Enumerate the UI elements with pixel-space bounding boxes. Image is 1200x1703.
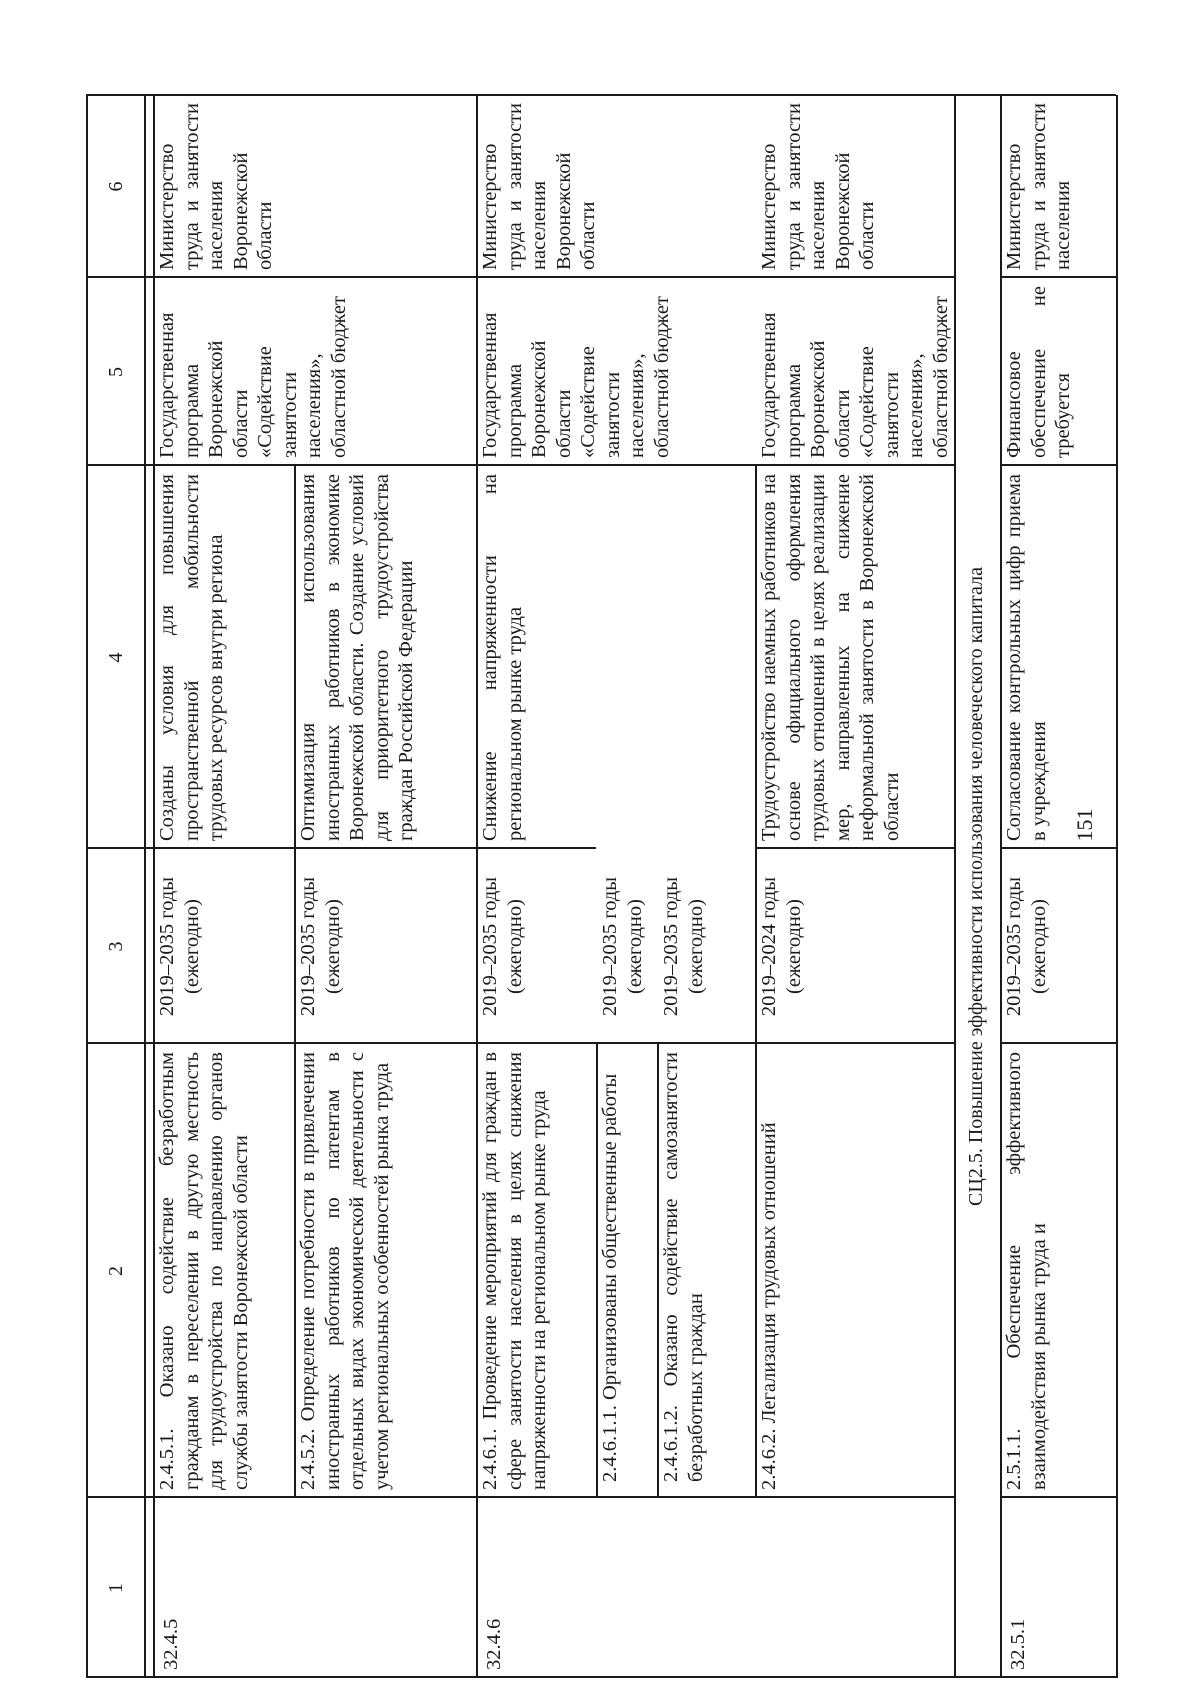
column-header-4: 4 — [105, 652, 127, 663]
table-cell: 2.4.5.2. Определение потребности в привлечении иностранных работников по патентам в отдельных видах экономической деятельности с учетом региональных особенностей рынка труда — [297, 1052, 393, 1490]
table-cell: Снижение напряженности на региональном рынке труда — [479, 474, 526, 841]
table-cell: Трудоустройство наемных работников на основе официального оформления трудовых отношений в целях реализации мер, направленных на снижение неформальной занятости в Воронежской области — [758, 474, 903, 841]
row-code: 32.5.1 — [1007, 1618, 1029, 1670]
table-cell: 2019–2035 годы (ежегодно) — [156, 876, 203, 1017]
table-cell: 2019–2035 годы (ежегодно) — [599, 876, 646, 1017]
table-cell: 2.4.6.2. Легализация трудовых отношений — [758, 1122, 780, 1490]
section-title: СЦ2.5. Повышение эффективности использования человеческого капитала — [965, 567, 987, 1206]
table-cell: 2019–2035 годы (ежегодно) — [1003, 876, 1050, 1017]
table-cell: Созданы условия для повышения пространственной мобильности трудовых ресурсов внутри региона — [156, 474, 227, 841]
table-cell: Оптимизация использования иностранных работников в экономике Воронежской области. Создание условий для приоритетного трудоустройства граждан Российской Федерации — [297, 474, 417, 841]
table-cell: Государственная программа Воронежской области «Содействие занятости населения», областной бюджет — [479, 296, 673, 458]
row-code: 32.4.6 — [483, 1618, 505, 1670]
plan-table — [86, 95, 1116, 1678]
table-cell: 2.5.1.1. Обеспечение эффективного взаимодействия рынка труда и — [1003, 1052, 1050, 1490]
table-cell: Государственная программа Воронежской области «Содействие занятости населения», областной бюджет — [758, 296, 952, 458]
table-cell: Министерство труда и занятости населения Воронежской области — [479, 103, 599, 270]
column-header-6: 6 — [105, 181, 127, 192]
column-header-1: 1 — [105, 1583, 127, 1593]
table-cell: Финансовое обеспечение не требуется — [1003, 286, 1074, 458]
rotated-table-container — [86, 95, 1116, 1678]
table-cell: 2019–2035 годы (ежегодно) — [479, 876, 526, 1017]
table-cell: 2019–2035 годы (ежегодно) — [660, 876, 707, 1017]
column-header-3: 3 — [105, 941, 127, 952]
table-cell: 2.4.5.1. Оказано содействие безработным гражданам в переселении в другую местность для трудоустройства по направлению органов службы занятости Воронежской области — [156, 1052, 252, 1490]
page-number: 151 — [1072, 808, 1097, 842]
table-cell: 2.4.6.1.1. Организованы общественные работы — [599, 1073, 621, 1482]
table-cell: Согласование контрольных цифр приема в учреждения — [1003, 474, 1050, 841]
table-cell: 2019–2024 годы (ежегодно) — [758, 876, 805, 1017]
table-cell: 2.4.6.1. Проведение мероприятий для граждан в сфере занятости населения в целях снижения напряженности на региональном рынке труда — [479, 1052, 550, 1490]
table-cell: Государственная программа Воронежской области «Содействие занятости населения», областной бюджет — [156, 296, 350, 458]
table-cell: Министерство труда и занятости населения — [1003, 103, 1074, 270]
table-cell: 2019–2035 годы (ежегодно) — [297, 876, 344, 1017]
table-cell: 2.4.6.1.2. Оказано содействие самозанятости безработных граждан — [660, 1052, 707, 1482]
column-header-2: 2 — [105, 1266, 127, 1276]
table-cell: Министерство труда и занятости населения Воронежской области — [156, 103, 276, 270]
row-code: 32.4.5 — [160, 1618, 182, 1670]
column-header-5: 5 — [105, 367, 127, 377]
table-cell: Министерство труда и занятости населения Воронежской области — [758, 103, 878, 270]
